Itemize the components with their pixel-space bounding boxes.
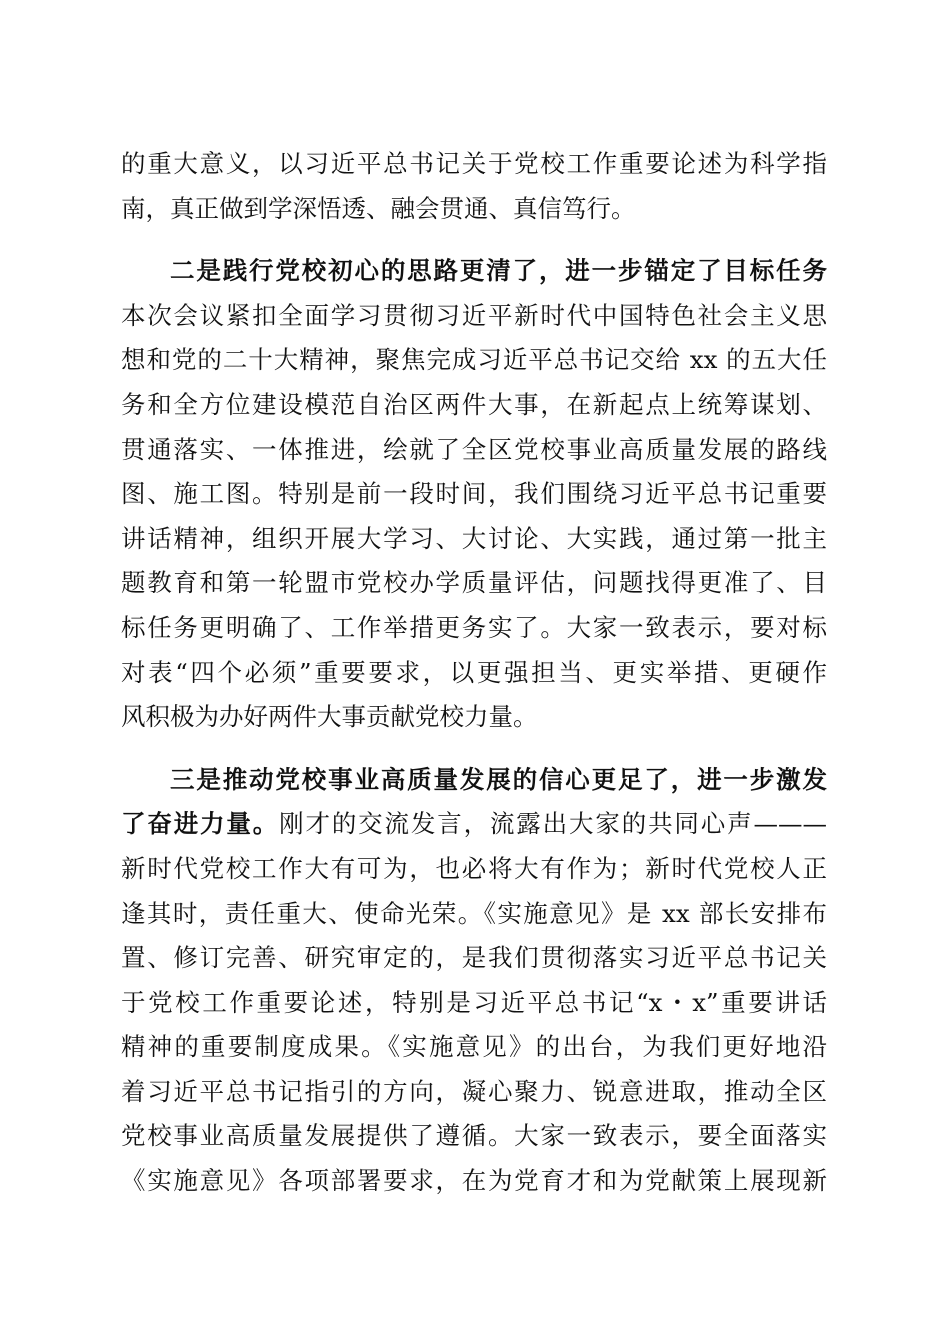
text-line: 本次会议紧扣全面学习贯彻习近平新时代中国特色社会主义思 — [121, 300, 827, 330]
text-line: 党校事业高质量发展提供了遵循。大家一致表示，要全面落实 — [121, 1121, 827, 1151]
text-line: 的重大意义，以习近平总书记关于党校工作重要论述为科学指 — [121, 149, 827, 178]
text-line: 于党校工作重要论述，特别是习近平总书记“x・x”重要讲话 — [121, 987, 827, 1017]
text-line: 新时代党校工作大有可为，也必将大有作为；新时代党校人正 — [121, 853, 827, 883]
paragraph-3 — [121, 758, 827, 1204]
paragraph-heading-end: 了奋进力量。 — [121, 809, 280, 839]
document-body — [121, 142, 827, 1204]
text-line: 南，真正做到学深悟透、融会贯通、真信笃行。 — [121, 193, 636, 223]
text-line — [121, 802, 827, 847]
text-line: 精神的重要制度成果。《实施意见》的出台，为我们更好地沿 — [121, 1032, 827, 1062]
text-line: 风积极为办好两件大事贡献党校力量。 — [121, 702, 538, 732]
paragraph-heading: 三是推动党校事业高质量发展的信心更足了，进一步激发 — [170, 764, 827, 794]
text-line: 置、修订完善、研究审定的，是我们贯彻落实习近平总书记关 — [121, 943, 827, 973]
text-line: 题教育和第一轮盟市党校办学质量评估，问题找得更准了、目 — [121, 568, 827, 598]
text-line: 着习近平总书记指引的方向，凝心聚力、锐意进取，推动全区 — [121, 1076, 827, 1106]
text-line: 务和全方位建设模范自治区两件大事，在新起点上统筹谋划、 — [121, 389, 827, 419]
text-line: 《实施意见》各项部署要求，在为党育才和为党献策上展现新 — [121, 1166, 827, 1196]
paragraph-2 — [121, 249, 827, 740]
text-line: 贯通落实、一体推进，绘就了全区党校事业高质量发展的路线 — [121, 434, 827, 464]
paragraph-heading: 二是践行党校初心的思路更清了，进一步锚定了目标任务 — [170, 256, 827, 286]
paragraph-1 — [121, 142, 827, 231]
text-line: 讲话精神，组织开展大学习、大讨论、大实践，通过第一批主 — [121, 523, 827, 553]
text-line: 对表“四个必须”重要要求，以更强担当、更实举措、更硬作 — [121, 657, 827, 687]
text-line: 图、施工图。特别是前一段时间，我们围绕习近平总书记重要 — [121, 479, 827, 509]
text-line: 想和党的二十大精神，聚焦完成习近平总书记交给 xx 的五大任 — [121, 345, 827, 375]
text-run: 刚才的交流发言，流露出大家的共同心声——— — [279, 809, 827, 839]
text-line: 标任务更明确了、工作举措更务实了。大家一致表示，要对标 — [121, 612, 827, 642]
text-line: 逢其时，责任重大、使命光荣。《实施意见》是 xx 部长安排布 — [121, 898, 827, 928]
